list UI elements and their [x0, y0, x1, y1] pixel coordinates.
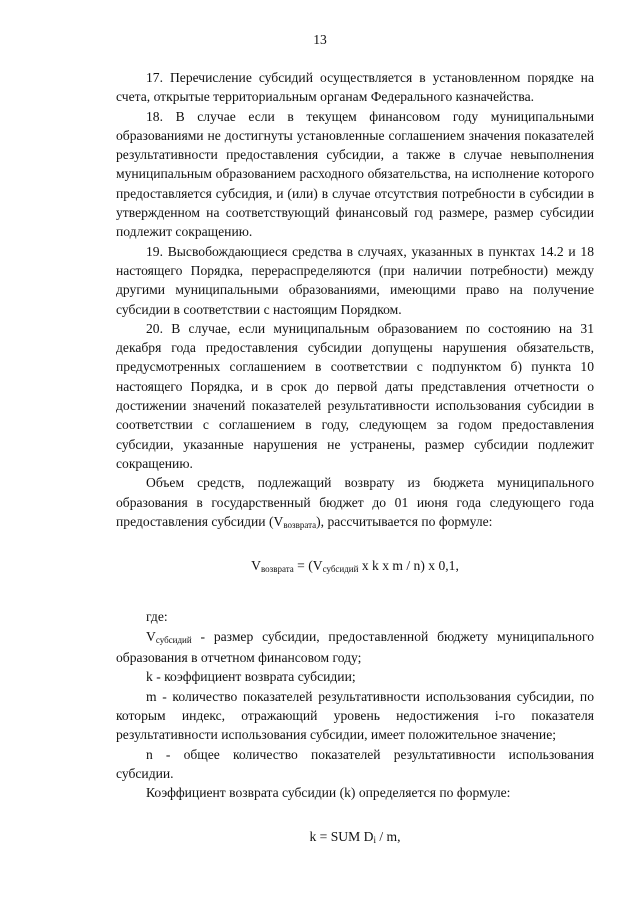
paragraph-return-volume [116, 473, 594, 533]
formula-k-head: k = SUM D [309, 829, 374, 845]
paragraph-19: 19. Высвобождающиеся средства в случаях, указанных в пунктах 14.2 и 18 настоящего Порядка, перераспределяются (при наличии потребности) между другими муниципальными образованиями, имеющими право на получение субсидии в соответствии с настоящим Порядком. [116, 243, 594, 317]
formula-mid: = (V [293, 558, 323, 574]
page-number: 13 [313, 32, 327, 47]
coefficient-intro: Коэффициент возврата субсидии (k) определяется по формуле: [146, 785, 511, 801]
formula-return-volume [116, 556, 594, 577]
formula-k-tail: / m, [375, 829, 401, 845]
definition-v-letter: V [146, 628, 156, 644]
paragraph-20: 20. В случае, если муниципальным образованием по состоянию на 31 декабря года предоставления субсидии допущены нарушения обязательств, предусмотренных соглашением в соответствии с подпунктом б) пункта 10 настоящего Порядка, и в срок до первой даты представления отчетности о достижении значений показателей результативности использования субсидии в соответствии с соглашением в году, следующем за годом предоставления субсидии, указанные нарушения не устранены, размер субсидии подлежит сокращению. [116, 320, 594, 471]
definition-v-subsidy [116, 627, 594, 668]
paragraph-18: 18. В случае если в текущем финансовом году муниципальными образованиями не достигнуты установленные соглашением значения показателей результативности предоставления субсидии, а также в случае невыполнения муниципальным образованием расходного обязательства, на исполнение которого предоставляется субсидия, и (или) в случае отсутствия потребности в субсидии в утвержденном на соответствующий финансовый год размере, размер субсидии подлежит сокращению. [116, 108, 594, 240]
paragraph-17: 17. Перечисление субсидий осуществляется в установленном порядке на счета, открытые территориальным органам Федерального казначейства. [116, 70, 594, 105]
formula-coefficient [116, 827, 594, 848]
definition-n: n - общее количество показателей результативности использования субсидии. [116, 746, 594, 781]
formula-mid-subscript: субсидий [322, 564, 359, 575]
return-volume-text-end: ), рассчитывается по формуле: [316, 513, 493, 529]
formula-v-subscript: возврата [260, 564, 294, 575]
return-volume-text: Объем средств, подлежащий возврату из бюджета муниципального образования в государственный бюджет до 01 июня года следующего года предоставления субсидии (V [116, 475, 594, 529]
definition-v-text: - размер субсидии, предоставленной бюджету муниципального образования в отчетном финансовом году; [116, 628, 594, 666]
return-volume-subscript: возврата [283, 519, 317, 530]
formula-tail: x k x m / n) x 0,1, [358, 558, 459, 574]
definition-m: m - количество показателей результативности использования субсидии, по которым индекс, отражающий уровень недостижения i-го показателя результативности использования субсидии, имеет положительное значение; [116, 688, 594, 743]
where-label: где: [146, 609, 168, 625]
definition-k: k - коэффициент возврата субсидии; [146, 669, 356, 685]
document-body [116, 68, 594, 849]
formula-k-subscript: i [373, 835, 376, 846]
definition-v-subscript: субсидий [155, 634, 192, 645]
formula-v: V [251, 558, 261, 574]
